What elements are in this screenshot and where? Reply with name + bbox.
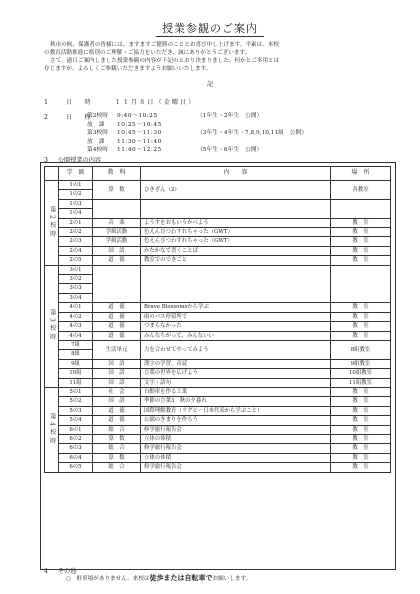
place-cell: 教 室	[331, 416, 391, 425]
table-row	[45, 397, 391, 406]
table-row	[45, 312, 391, 321]
class-cell: 6の4	[59, 453, 93, 462]
class-cell: 9組	[59, 359, 93, 368]
class-cell: 5の2	[59, 397, 93, 406]
content-cell: かたかなで書くことば	[141, 246, 331, 255]
subject-cell: 国 語	[93, 397, 141, 406]
table-row	[45, 406, 391, 415]
class-cell: 4の3	[59, 322, 93, 331]
content-cell: 修学旅行報告会	[141, 444, 331, 453]
class-cell: 3の2	[59, 275, 93, 284]
table-row	[45, 340, 391, 349]
table-row	[45, 463, 391, 472]
subject-cell: 国 語	[93, 359, 141, 368]
subject-cell: 道 徳	[93, 416, 141, 425]
subject-cell: 道 徳	[93, 406, 141, 415]
place-cell	[331, 199, 391, 218]
subject-cell: 音 楽	[93, 218, 141, 227]
place-cell: 教 室	[331, 246, 391, 255]
content-cell: 修学旅行報告会	[141, 463, 331, 472]
table-row	[45, 181, 391, 190]
class-cell: 8組	[59, 350, 93, 359]
content-cell: ひきざん（2）	[141, 181, 331, 200]
intro-paragraph	[44, 41, 384, 73]
period-label: 第4校時	[45, 387, 59, 472]
subject-cell: 国 語	[93, 246, 141, 255]
class-cell: 2の4	[59, 246, 93, 255]
content-cell: 力を合わせてやってみよう	[141, 340, 331, 359]
place-cell: 教 室	[331, 463, 391, 472]
class-cell: 7組	[59, 340, 93, 349]
section-datetime: 1 日 時 １１月８日（金曜日）	[44, 99, 197, 106]
table-row	[45, 359, 391, 368]
place-cell: 教 室	[331, 303, 391, 312]
schedule-row: 放 課 10:25～10:45	[87, 121, 162, 128]
table-row	[45, 378, 391, 387]
place-cell: 教 室	[331, 331, 391, 340]
table-row	[45, 425, 391, 434]
table-row	[45, 416, 391, 425]
place-cell: 教 室	[331, 453, 391, 462]
content-cell: 自動車を作る工業	[141, 387, 331, 396]
subject-cell: 国 語	[93, 378, 141, 387]
class-cell: 5の3	[59, 406, 93, 415]
table-row	[45, 265, 391, 274]
table-row	[45, 228, 391, 237]
ki-heading: 記	[206, 81, 213, 88]
class-cell: 4の1	[59, 303, 93, 312]
table-row	[45, 246, 391, 255]
subject-cell: 生活単元	[93, 340, 141, 359]
place-cell: 教 室	[331, 425, 391, 434]
content-cell: 教室でのできごと	[141, 256, 331, 265]
section-other: 4 その他	[44, 568, 77, 575]
walk-or-bike-emphasis: 徒歩または自転車で	[149, 574, 213, 582]
class-cell: 3の3	[59, 284, 93, 293]
place-cell: 教 室	[331, 406, 391, 415]
place-cell	[331, 265, 391, 303]
place-cell: 教 室	[331, 322, 391, 331]
content-cell	[141, 265, 331, 303]
place-cell: 教 室	[331, 434, 391, 443]
content-cell: 色えんぴつわすれちゃった（GWT）	[141, 228, 331, 237]
section-schedule: 2 日 程	[44, 114, 91, 121]
place-cell: 教 室	[331, 237, 391, 246]
class-cell: 6の1	[59, 425, 93, 434]
class-cell: 4の4	[59, 331, 93, 340]
table-row	[45, 303, 391, 312]
class-cell: 5の4	[59, 416, 93, 425]
subject-cell: 学級活動	[93, 228, 141, 237]
table-row	[45, 434, 391, 443]
class-cell: 1の4	[59, 209, 93, 218]
content-cell: ようすをおもいうかべよう	[141, 218, 331, 227]
table-row	[45, 322, 391, 331]
content-cell: 文字・語句	[141, 378, 331, 387]
intro-line: 存じますが、よろしくご参観いただきますようお願いいたします。	[44, 66, 212, 72]
content-cell	[141, 199, 331, 218]
content-cell: 公園のきまりを作ろう	[141, 416, 331, 425]
subject-cell: 道 徳	[93, 303, 141, 312]
content-cell: 雨のバス停留所で	[141, 312, 331, 321]
class-cell: 6の2	[59, 434, 93, 443]
class-cell: 2の3	[59, 237, 93, 246]
section-classes: 3 公開授業の内容	[44, 157, 102, 164]
class-cell: 3の1	[59, 265, 93, 274]
place-cell: 教 室	[331, 397, 391, 406]
schedule-row: 放 課 11:30～11:40	[87, 138, 162, 145]
class-cell: 2の5	[59, 256, 93, 265]
place-cell: 教 室	[331, 312, 391, 321]
class-cell: 6の3	[59, 444, 93, 453]
table-row	[45, 199, 391, 208]
table-row	[45, 444, 391, 453]
table-header-row	[45, 167, 391, 181]
subject-cell: 学級活動	[93, 237, 141, 246]
header-subject: 教 科	[93, 167, 141, 181]
subject-cell: 算 数	[93, 181, 141, 200]
subject-cell: 総 合	[93, 425, 141, 434]
content-cell: 言葉の世界を広げよう	[141, 369, 331, 378]
subject-cell: 道 徳	[93, 312, 141, 321]
content-cell: 色えんぴつわすれちゃった（GWT）	[141, 237, 331, 246]
table-row	[45, 369, 391, 378]
document-title: 授業参観のご案内	[0, 20, 420, 36]
subject-cell: 道 徳	[93, 322, 141, 331]
place-cell: 11組教室	[331, 378, 391, 387]
place-cell: 教 室	[331, 218, 391, 227]
place-cell: 10組教室	[331, 369, 391, 378]
place-cell: 教 室	[331, 444, 391, 453]
schedule-list	[87, 112, 307, 155]
content-cell: 季節の言葉3 秋の夕暮れ	[141, 397, 331, 406]
place-cell: 9組教室	[331, 359, 391, 368]
header-place: 場 所	[331, 167, 391, 181]
subject-cell: 算 数	[93, 453, 141, 462]
content-cell: つまらなかった	[141, 322, 331, 331]
content-cell: 修学旅行報告会	[141, 425, 331, 434]
place-cell: 各教室	[331, 181, 391, 200]
content-cell: 立体の体積	[141, 453, 331, 462]
intro-line: さて、過日ご案内しました授業参観の内容が下記のとおり決まりました。何かとご多用とは	[50, 58, 280, 64]
place-cell: 教 室	[331, 387, 391, 396]
subject-cell: 算 数	[93, 434, 141, 443]
schedule-row: 第4校時 11:40～12:25 （5年生・6年生 公開）	[87, 147, 263, 154]
table-row	[45, 256, 391, 265]
class-cell: 1の2	[59, 190, 93, 199]
class-cell: 2の1	[59, 218, 93, 227]
other-notes	[66, 574, 251, 583]
class-cell: 4の2	[59, 312, 93, 321]
content-cell: Brave Blossomsから学ぶ	[141, 303, 331, 312]
subject-cell	[93, 265, 141, 303]
subject-cell	[93, 199, 141, 218]
subject-cell: 国 語	[93, 369, 141, 378]
period-label: 第3校時	[45, 265, 59, 387]
class-cell: 5の1	[59, 387, 93, 396]
content-cell: 漢字の学習、音読	[141, 359, 331, 368]
period-label: 第2校時	[45, 181, 59, 266]
class-cell: 2の2	[59, 228, 93, 237]
content-cell: みんなちがって、みんないい	[141, 331, 331, 340]
date-value: １１月８日（金曜日）	[114, 99, 197, 106]
table-row	[45, 387, 391, 396]
subject-cell: 総 合	[93, 444, 141, 453]
intro-line: 秋市の候、保護者の皆様には、ますますご健勝のこととお喜び申し上げます。平素は、本校	[50, 42, 279, 48]
class-table	[44, 166, 391, 473]
header-content: 内 容	[141, 167, 331, 181]
schedule-row: 第3校時 10:45～11:30 （3年生・4年生・7,8,9,10,11組 公開）	[87, 130, 308, 137]
parking-note: ○ 駐車場がありません。来校は徒歩または自転車でお願いします。	[66, 574, 252, 582]
subject-cell: 道 徳	[93, 256, 141, 265]
class-cell: 1の3	[59, 199, 93, 208]
table-row	[45, 331, 391, 340]
class-cell: 1の1	[59, 181, 93, 190]
table-body	[45, 181, 391, 473]
table-row	[45, 237, 391, 246]
subject-cell: 社 会	[93, 387, 141, 396]
place-cell: 教 室	[331, 256, 391, 265]
subject-cell: 道 徳	[93, 331, 141, 340]
table-row	[45, 218, 391, 227]
header-class: 学 級	[59, 167, 93, 181]
class-cell: 3の4	[59, 293, 93, 302]
subject-cell: 総 合	[93, 463, 141, 472]
content-cell: 立体の体積	[141, 434, 331, 443]
class-cell: 11組	[59, 378, 93, 387]
table-row	[45, 453, 391, 462]
place-cell: 教 室	[331, 228, 391, 237]
content-cell: 国際理解教育（ラグビー日本代表から学ぶこと）	[141, 406, 331, 415]
place-cell: 8組教室	[331, 340, 391, 359]
intro-line: の教育活動推進に格別のご理解・ご協力をいただき、誠にありがとうございます。	[44, 50, 251, 56]
class-cell: 10組	[59, 369, 93, 378]
schedule-row: 第2校時 9:40～10:25 （1年生・2年生 公開）	[87, 113, 263, 119]
class-cell: 6の5	[59, 463, 93, 472]
